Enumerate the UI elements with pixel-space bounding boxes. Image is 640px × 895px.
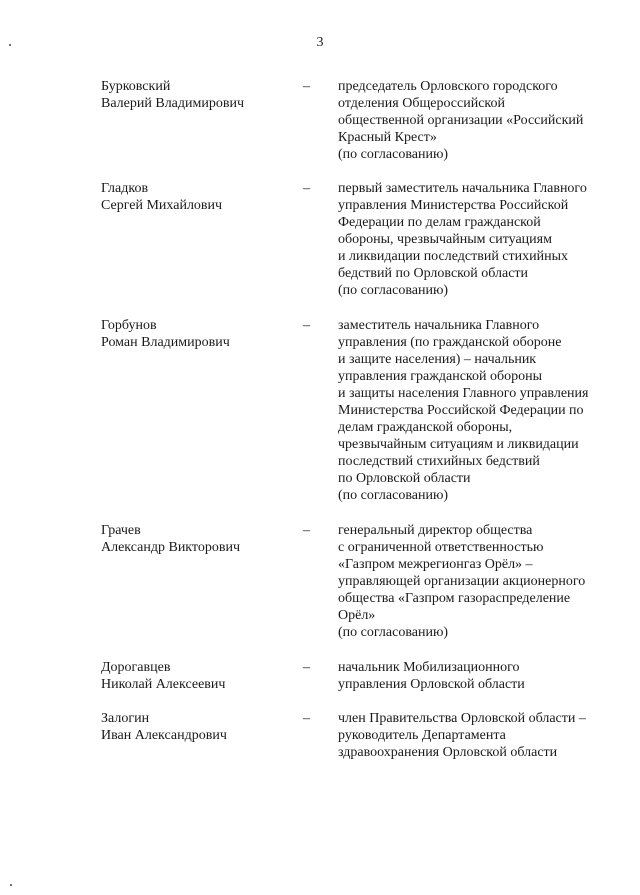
position-line: управления Министерства Российской: [338, 198, 569, 213]
scan-speck: [10, 884, 12, 886]
member-name: [101, 180, 301, 214]
member-surname: Грачев: [101, 523, 141, 538]
position-line: бедствий по Орловской области: [338, 266, 529, 281]
separator-dash: –: [303, 79, 310, 94]
member-position: [338, 317, 628, 504]
position-line: генеральный директор общества: [338, 523, 533, 538]
member-surname: Горбунов: [101, 318, 157, 333]
position-line: (по согласованию): [338, 488, 449, 503]
separator-dash: –: [303, 318, 310, 333]
position-line: председатель Орловского городского: [338, 79, 558, 94]
member-name: [101, 659, 301, 693]
position-line: «Газпром межрегионгаз Орёл» –: [338, 557, 533, 572]
page-number: 3: [316, 35, 324, 50]
position-line: и защиты населения Главного управления: [338, 386, 589, 401]
member-name: [101, 78, 301, 112]
member-given-names: Валерий Владимирович: [101, 96, 245, 111]
position-line: Министерства Российской Федерации по: [338, 403, 584, 418]
position-line: начальник Мобилизационного: [338, 660, 520, 675]
separator-dash: –: [303, 523, 310, 538]
member-given-names: Роман Владимирович: [101, 335, 230, 350]
member-given-names: Сергей Михайлович: [101, 198, 223, 213]
position-line: (по согласованию): [338, 625, 449, 640]
member-surname: Залогин: [101, 711, 150, 726]
member-given-names: Иван Александрович: [101, 728, 227, 743]
member-given-names: Николай Алексеевич: [101, 677, 226, 692]
position-line: заместитель начальника Главного: [338, 318, 540, 333]
position-line: здравоохранения Орловской области: [338, 745, 558, 760]
position-line: делам гражданской обороны,: [338, 420, 513, 435]
member-given-names: Александр Викторович: [101, 540, 241, 555]
position-line: управляющей организации акционерного: [338, 574, 586, 589]
position-line: общественной организации «Российский: [338, 113, 584, 128]
member-position: [338, 180, 628, 299]
member-surname: Гладков: [101, 181, 149, 196]
position-line: общества «Газпром газораспределение: [338, 591, 571, 606]
position-line: последствий стихийных бедствий: [338, 454, 540, 469]
position-line: с ограниченной ответственностью: [338, 540, 544, 555]
member-position: [338, 522, 628, 641]
member-position: [338, 659, 628, 693]
position-line: и защите населения) – начальник: [338, 352, 537, 367]
member-name: [101, 710, 301, 744]
position-line: обороны, чрезвычайным ситуациям: [338, 232, 552, 247]
position-line: руководитель Департамента: [338, 728, 506, 743]
member-position: [338, 78, 628, 163]
position-line: управления гражданской обороны: [338, 369, 543, 384]
position-line: Красный Крест»: [338, 130, 437, 145]
member-name: [101, 522, 301, 556]
position-line: отделения Общероссийской: [338, 96, 505, 111]
position-line: управления Орловской области: [338, 677, 525, 692]
position-line: (по согласованию): [338, 283, 449, 298]
position-line: (по согласованию): [338, 147, 449, 162]
position-line: первый заместитель начальника Главного: [338, 181, 587, 196]
position-line: по Орловской области: [338, 471, 471, 486]
member-surname: Дорогавцев: [101, 660, 171, 675]
position-line: управления (по гражданской обороне: [338, 335, 562, 350]
position-line: Федерации по делам гражданской: [338, 215, 541, 230]
separator-dash: –: [303, 660, 310, 675]
position-line: и ликвидации последствий стихийных: [338, 249, 569, 264]
position-line: чрезвычайным ситуациям и ликвидации: [338, 437, 579, 452]
separator-dash: –: [303, 181, 310, 196]
position-line: член Правительства Орловской области –: [338, 711, 586, 726]
separator-dash: –: [303, 711, 310, 726]
member-position: [338, 710, 628, 761]
member-surname: Бурковский: [101, 79, 171, 94]
member-name: [101, 317, 301, 351]
position-line: Орёл»: [338, 608, 376, 623]
